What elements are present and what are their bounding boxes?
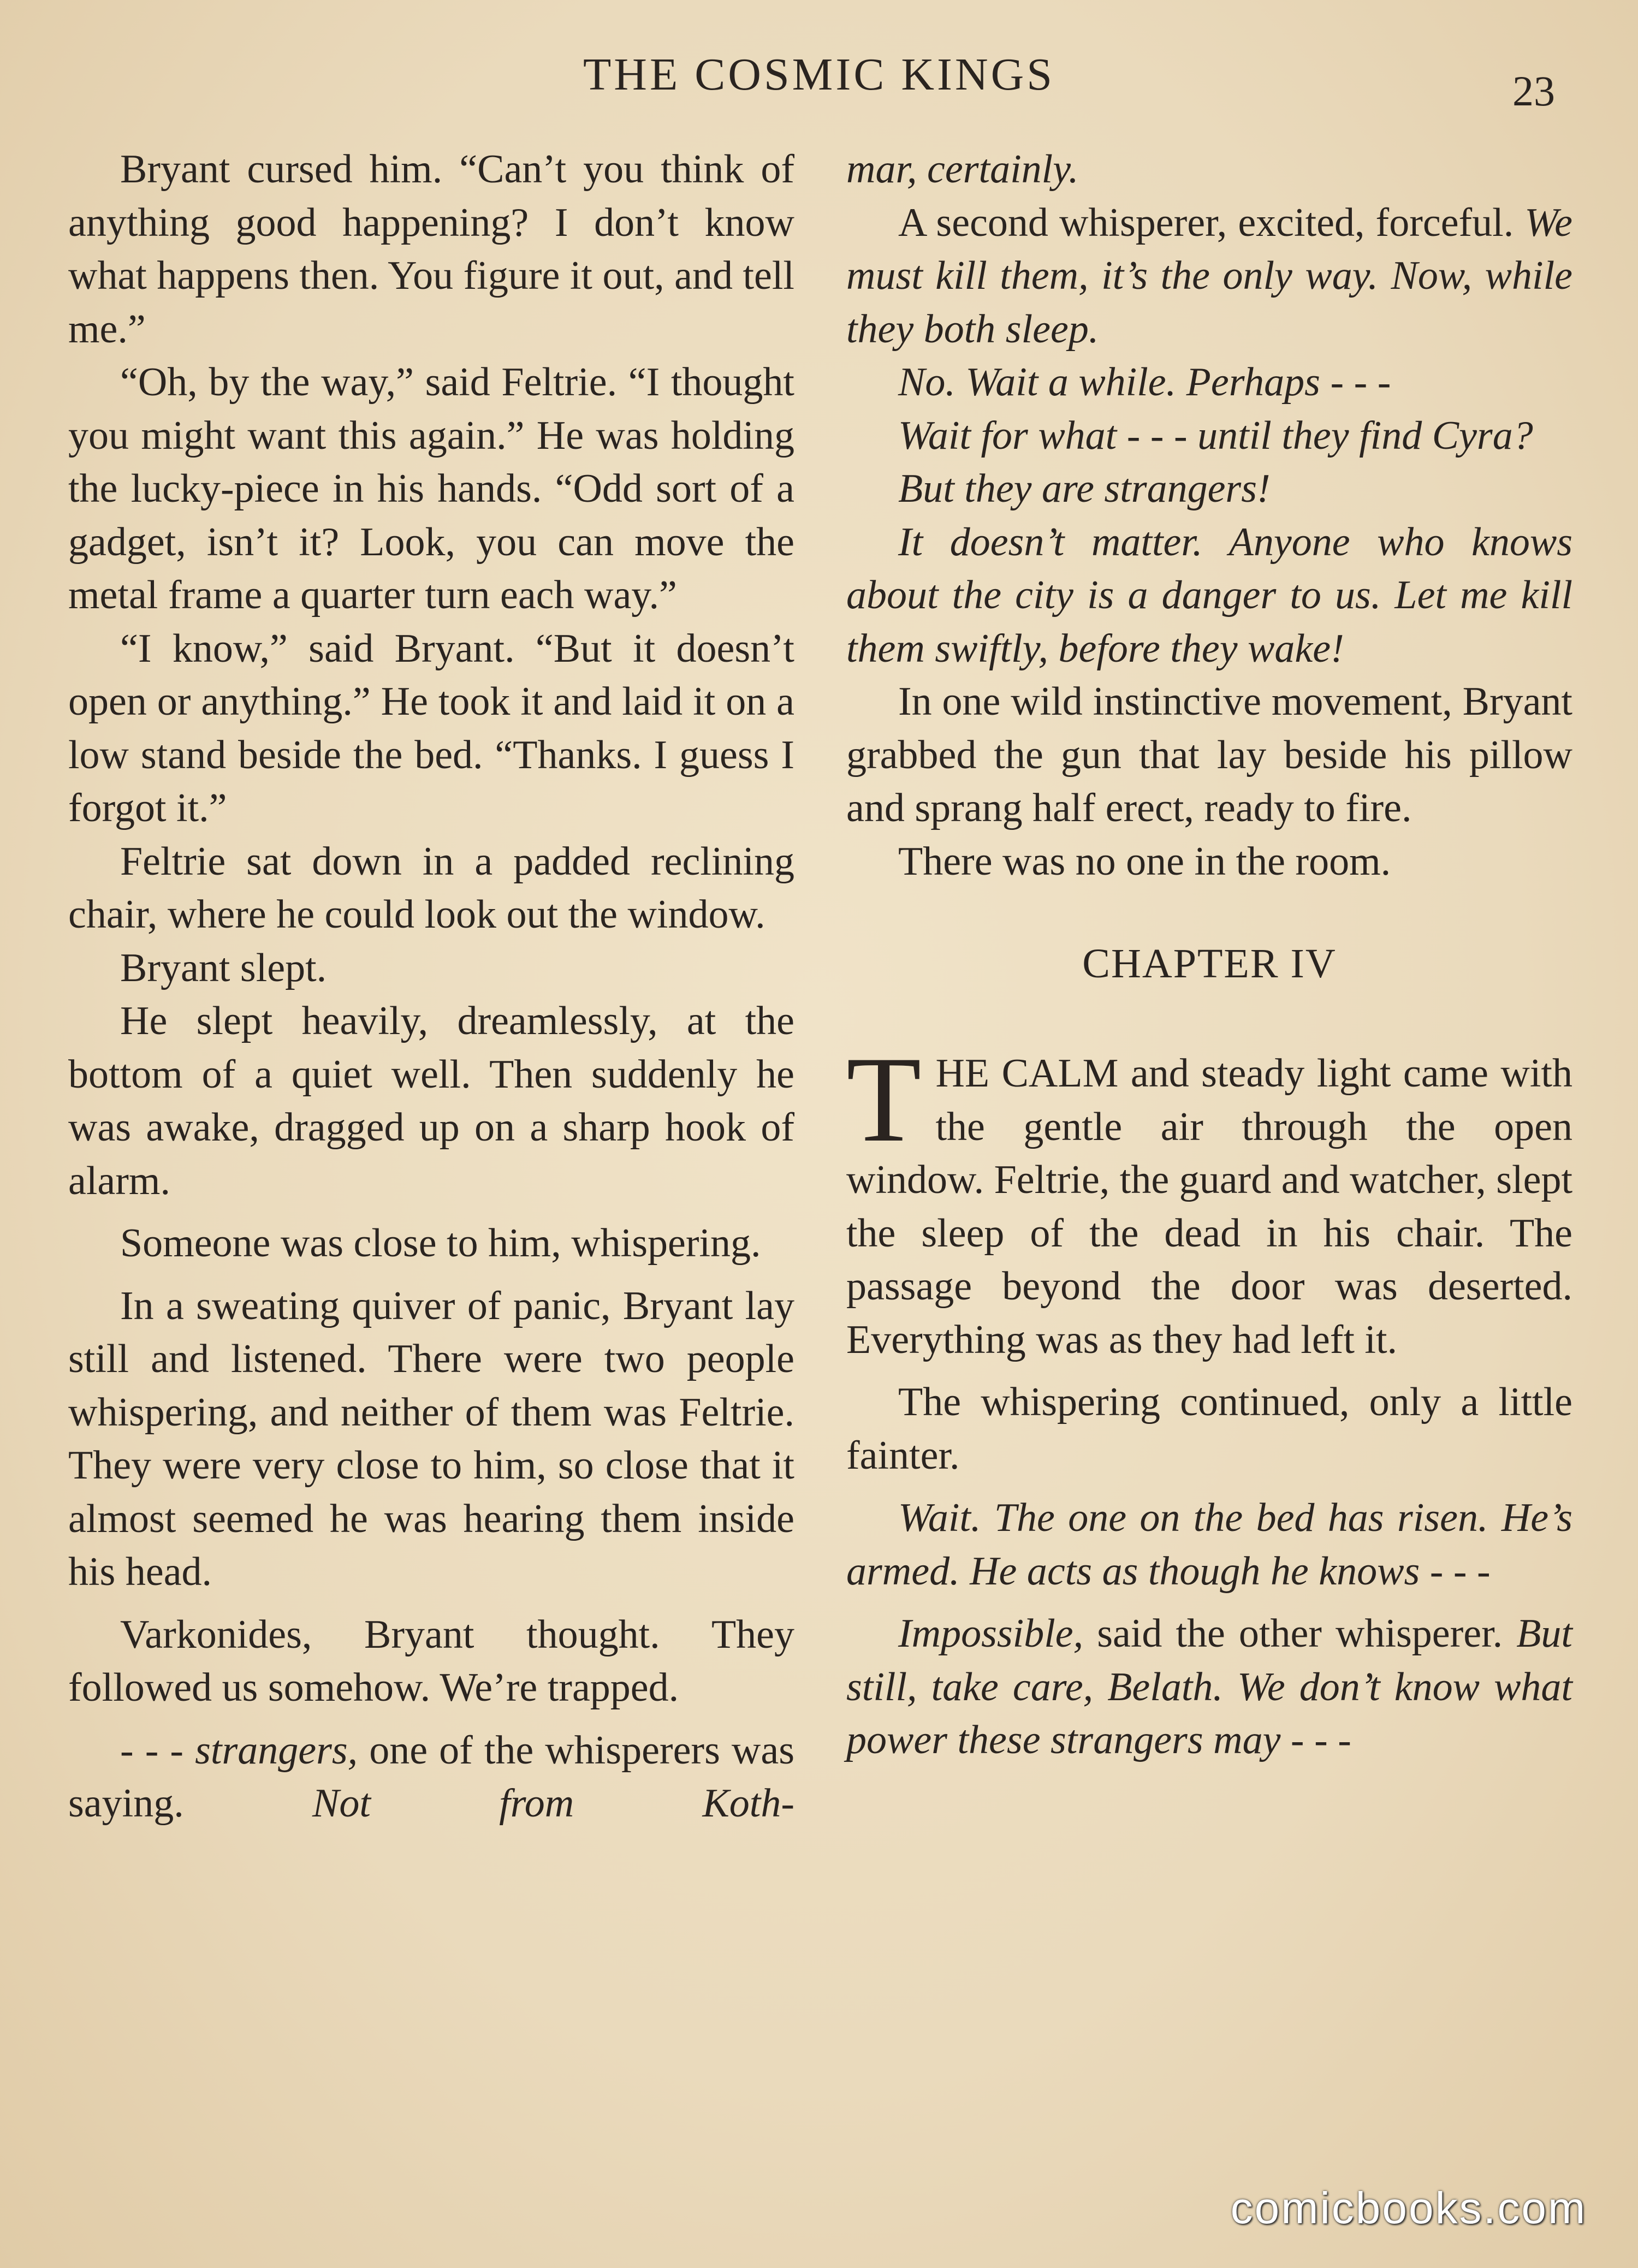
paragraph: Someone was close to him, whispering. [120, 1221, 761, 1266]
text-run: HE CALM and steady light came with the gentle air through the open window. Feltrie, the guard and watcher, slept the sleep of the dead in his chair. The passage beyond the door was deserted. Everything was as they had left it. [846, 1051, 1573, 1362]
paragraph [846, 1031, 1573, 1367]
paragraph: Bryant slept. [120, 945, 327, 990]
paragraph: No. Wait a while. Perhaps - - - [898, 360, 1391, 405]
paragraph: It doesn’t matter. Anyone who knows about the city is a danger to us. Let me kill them swiftly, before they wake! [846, 519, 1572, 671]
paragraph: The whispering continued, only a little fainter. [846, 1380, 1572, 1478]
running-header-title: THE COSMIC KINGS [583, 49, 1055, 100]
paragraph: “I know,” said Bryant. “But it doesn’t open or anything.” He took it and laid it on a low stand beside the bed. “Thanks. I guess I forgot it.” [68, 626, 794, 830]
italic-text: - - - strangers, [120, 1727, 358, 1773]
right-column [846, 143, 1572, 1767]
paragraph: Varkonides, Bryant thought. They followed us somehow. We’re trapped. [68, 1612, 794, 1710]
paragraph [68, 1724, 794, 1831]
paragraph [846, 1607, 1572, 1767]
paragraph: Wait for what - - - until they find Cyra? [898, 413, 1533, 458]
text-run: A second whisperer, excited, forceful. [898, 200, 1525, 245]
paragraph: Bryant cursed him. “Can’t you think of anything good happening? I don’t know what happens then. You figure it out, and tell me.” [68, 147, 794, 352]
page-number: 23 [1512, 67, 1555, 115]
paragraph: “Oh, by the way,” said Feltrie. “I thought you might want this again.” He was holding the lucky-piece in his hands. “Odd sort of a gadget, isn’t it? Look, you can move the metal frame a quarter turn each way.” [68, 360, 794, 618]
paragraph: In one wild instinctive movement, Bryant grabbed the gun that lay beside his pillow and sprang half erect, ready to fire. [846, 679, 1572, 830]
text-run: said the other whisperer. [1083, 1611, 1517, 1656]
italic-text: We must kill them, it’s the only way. Now, while they both sleep. [846, 200, 1572, 352]
paragraph: But they are strangers! [898, 466, 1271, 511]
paragraph: In a sweating quiver of panic, Bryant lay still and listened. There were two people whispering, and neither of them was Feltrie. They were very close to him, so close that it almost seemed he was hearing them inside his head. [68, 1283, 794, 1594]
paragraph: mar, certainly. [846, 147, 1079, 192]
italic-text: Impossible, [898, 1611, 1084, 1656]
watermark-logo: comicbooks.com [1230, 2183, 1587, 2233]
paragraph: There was no one in the room. [898, 839, 1391, 884]
paragraph [846, 197, 1572, 357]
text-run: one of the whisperers was saying. [68, 1727, 794, 1826]
drop-cap: T [846, 1031, 922, 1167]
paragraph: Wait. The one on the bed has risen. He’s armed. He acts as though he knows - - - [846, 1495, 1572, 1594]
paragraph: Feltrie sat down in a padded reclining chair, where he could look out the window. [68, 839, 794, 937]
paragraph: He slept heavily, dreamlessly, at the bottom of a quiet well. Then suddenly he was awake, dragged up on a sharp hook of alarm. [68, 999, 794, 1203]
chapter-heading: CHAPTER IV [1082, 941, 1337, 987]
left-column [68, 143, 794, 1831]
italic-text: But still, take care, Belath. We don’t know what power these strangers may - - - [846, 1611, 1572, 1762]
italic-text: Not from Koth- [312, 1781, 795, 1826]
